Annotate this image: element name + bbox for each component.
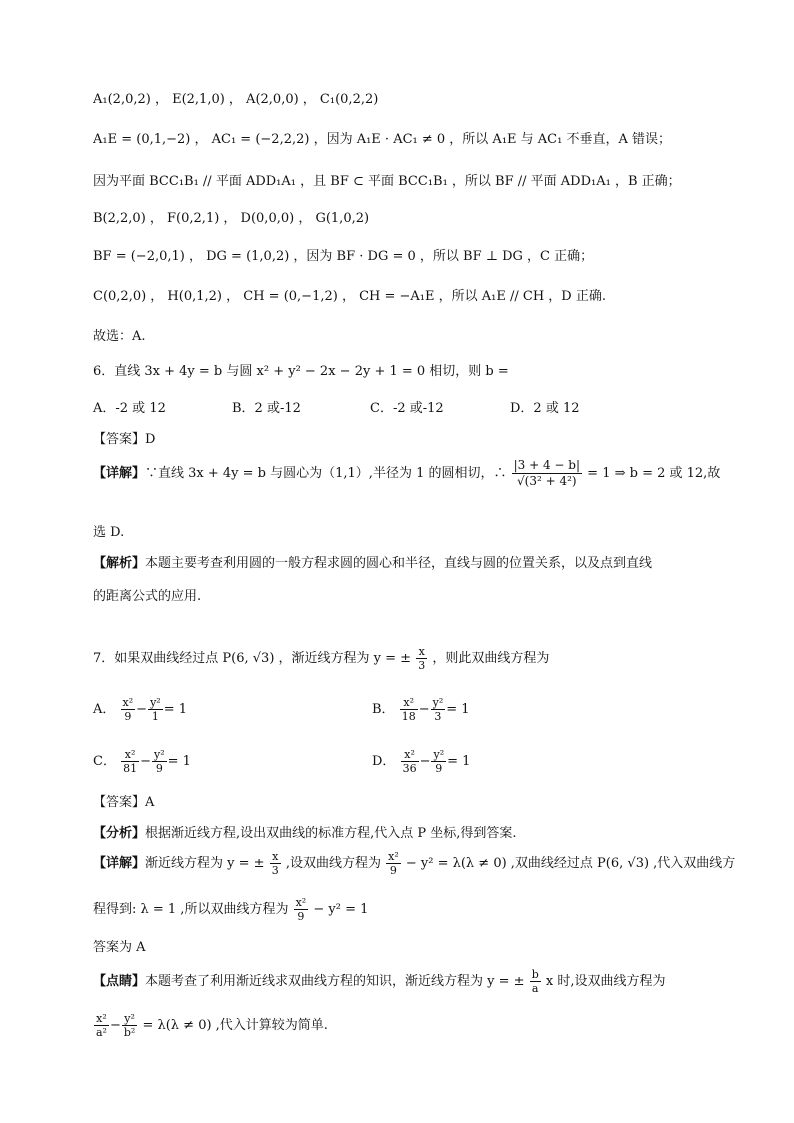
q7-stem: [93, 645, 549, 672]
q7-dianjing-b: x 时,设双曲线方程为: [545, 974, 666, 989]
q7-fenxi: [93, 822, 517, 841]
q7-d-d1: 36: [402, 762, 417, 775]
q7-c-tail: = 1: [167, 754, 191, 769]
q6-analysis-text-1: 本题主要考查利用圆的一般方程求圆的圆心和半径，直线与圆的位置关系，以及点到直线: [145, 556, 653, 571]
q7-xiangjie-line-2: [93, 896, 368, 923]
q7-d-d2: 9: [431, 761, 446, 775]
q7-a-d2: 1: [148, 709, 163, 723]
q7-c-n1: x²: [124, 748, 136, 761]
q7-dj-frac-num: b: [531, 968, 539, 981]
q6-answer: 【答案】D: [93, 432, 156, 447]
q7-b-n1: x²: [403, 696, 415, 709]
q7-dj-frac-den: a: [530, 981, 541, 995]
prev-line-vectors-2: BF = (−2,0,1) ， DG = (1,0,2) ，因为 BF · DG = 0 ，所以 BF ⊥ DG ，C 正确；: [93, 249, 594, 264]
q7-xiangjie-c: − y² = λ(λ ≠ 0) ,双曲线经过点 P(6, √3) ,代入双曲线方: [405, 856, 736, 871]
prev-line-vectors-3: C(0,2,0) ， H(0,1,2) ， CH = (0,−1,2) ， CH = −A₁E ，所以 A₁E // CH ，D 正确.: [93, 289, 606, 304]
q7-stem-fraction: [416, 645, 427, 672]
q7-xj-frac2-den: 9: [386, 863, 401, 877]
q7-a-n1: x²: [122, 696, 134, 709]
q6-detail: [93, 458, 720, 489]
q7-option-b-letter: B．: [372, 702, 395, 717]
q6-analysis-tag: 【解析】: [93, 556, 146, 571]
q7-option-a-letter: A．: [93, 702, 116, 717]
q7-b-d2: 3: [431, 709, 446, 723]
q7-fenxi-tag: 【分析】: [93, 826, 146, 841]
prev-line-plane-parallel: 因为平面 BCC₁B₁ // 平面 ADD₁A₁ ，且 BF ⊂ 平面 BCC₁B₁ ，所以 BF // 平面 ADD₁A₁ ，B 正确；: [93, 174, 681, 189]
q7-dianjing-a: 本题考查了利用渐近线求双曲线方程的知识，渐近线方程为 y = ±: [145, 974, 525, 989]
q7-d-n1: x²: [404, 748, 415, 761]
q7-dianjing-tag: 【点睛】: [93, 974, 146, 989]
q7-a-tail: = 1: [163, 702, 187, 717]
q7-b-tail: = 1: [446, 702, 470, 717]
q7-xiangjie-tag: 【详解】: [93, 856, 146, 871]
q6-option-a: A．-2 或 12: [93, 401, 166, 416]
q7-xj-frac3-num: x²: [295, 896, 307, 909]
q7-fenxi-text: 根据渐近线方程,设出双曲线的标准方程,代入点 P 坐标,得到答案.: [145, 826, 517, 841]
q7-dj-y2: y²: [124, 1012, 135, 1025]
q7-d-n2: y²: [433, 748, 445, 761]
q7-option-d: D． $\frac{\text{x²}}{36}$ − $\frac{\text{y²}}{9}$ = 1: [372, 748, 471, 775]
q6-analysis: [93, 552, 652, 571]
q6-detail-text-2: = 1 ⇒ b = 2 或 12,故: [587, 466, 721, 481]
q7-xiangjie-a: 渐近线方程为 y = ±: [145, 856, 265, 871]
q7-stem-frac-den: 3: [418, 659, 426, 672]
q6-analysis-text-2: 的距离公式的应用.: [93, 589, 202, 604]
q7-a-n2: y²: [150, 696, 161, 709]
prev-conclusion: 故选：A.: [93, 329, 146, 344]
q7-xiangjie-l2b: − y² = 1: [313, 902, 369, 917]
q7-xj-frac3-den: 9: [294, 909, 309, 923]
q7-xiangjie: [93, 850, 735, 877]
q6-detail-tag: 【详解】: [93, 466, 146, 481]
q7-answer: 【答案】A: [93, 795, 155, 810]
q6-detail-text-1: ∵直线 3x + 4y = b 与圆心为（1,1）,半径为 1 的圆相切，∴: [145, 466, 507, 481]
q7-option-d-letter: D．: [372, 754, 396, 769]
q7-b-d1: 18: [401, 710, 416, 723]
q7-stem-b: ，则此双曲线方程为: [432, 651, 550, 666]
q7-a-d1: 9: [121, 709, 136, 723]
q7-xiangjie-l2a: 程得到: λ = 1 ,所以双曲线方程为: [93, 902, 289, 917]
q6-stem: 6．直线 3x + 4y = b 与圆 x² + y² − 2x − 2y + 1 = 0 相切，则 b =: [93, 364, 509, 379]
q6-option-d: D．2 或 12: [510, 401, 580, 416]
q6-distance-fraction: [512, 458, 582, 489]
q7-option-b: B． $\frac{\text{x²}}{18}$ − $\frac{\text{y²}}{3}$ = 1: [372, 696, 470, 723]
q6-distance-numerator: |3 + 4 − b|: [513, 458, 581, 472]
q7-d-tail: = 1: [447, 754, 471, 769]
q7-b-n2: y²: [432, 696, 444, 709]
q7-option-a: A． $\frac{\text{x²}}{9}$ − $\frac{\text{y²}}{1}$ = 1: [93, 696, 187, 723]
q6-detail-text-3: 选 D.: [93, 525, 125, 540]
prev-line-points-1: A₁(2,0,2) ， E(2,1,0) ， A(2,0,0) ， C₁(0,2,2): [93, 92, 379, 107]
prev-line-points-2: B(2,2,0) ， F(0,2,1) ， D(0,0,0) ， G(1,0,2): [93, 211, 370, 226]
q7-stem-frac-num: x: [418, 645, 425, 658]
q7-xj-frac-num: x: [272, 850, 279, 863]
q7-dianjing: [93, 968, 665, 995]
prev-line-vectors-1: A₁E = (0,1,−2) ， AC₁ = (−2,2,2) ，因为 A₁E · AC₁ ≠ 0 ，所以 A₁E 与 AC₁ 不垂直，A 错误；: [93, 132, 671, 147]
q7-dj-x2: x²: [96, 1012, 107, 1025]
q7-option-c-letter: C．: [93, 754, 116, 769]
q7-xj-frac2-num: x²: [388, 850, 399, 863]
q7-dianjing-l2: = λ(λ ≠ 0) ,代入计算较为简单.: [142, 1018, 328, 1033]
q6-option-c: C．-2 或-12: [370, 401, 444, 416]
q7-option-c: C． $\frac{\text{x²}}{81}$ − $\frac{\text{y²}}{9}$ = 1: [93, 748, 191, 775]
q7-dj-b2: b²: [123, 1026, 136, 1039]
q7-c-d1: 81: [123, 762, 138, 775]
q7-stem-a: 7．如果双曲线经过点 P(6, √3) ，渐近线方程为 y = ±: [93, 651, 412, 666]
q7-dj-a2: a²: [96, 1026, 107, 1039]
q7-xj-frac-den: 3: [271, 864, 279, 877]
q7-answer-line: 答案为 A: [93, 940, 146, 955]
q6-option-b: B．2 或-12: [232, 401, 301, 416]
q7-xiangjie-b: ,设双曲线方程为: [285, 856, 381, 871]
q6-distance-denominator: √(3² + 4²): [512, 473, 582, 489]
q7-c-n2: y²: [154, 748, 165, 761]
q7-dianjing-line-2: $\frac{\text{x²}}{\text{a²}}$ − $\frac{\text{y²}}{\text{b²}}$ = λ(λ ≠ 0) ,代入计算较为简单.: [96, 1012, 328, 1039]
q7-c-d2: 9: [152, 761, 167, 775]
